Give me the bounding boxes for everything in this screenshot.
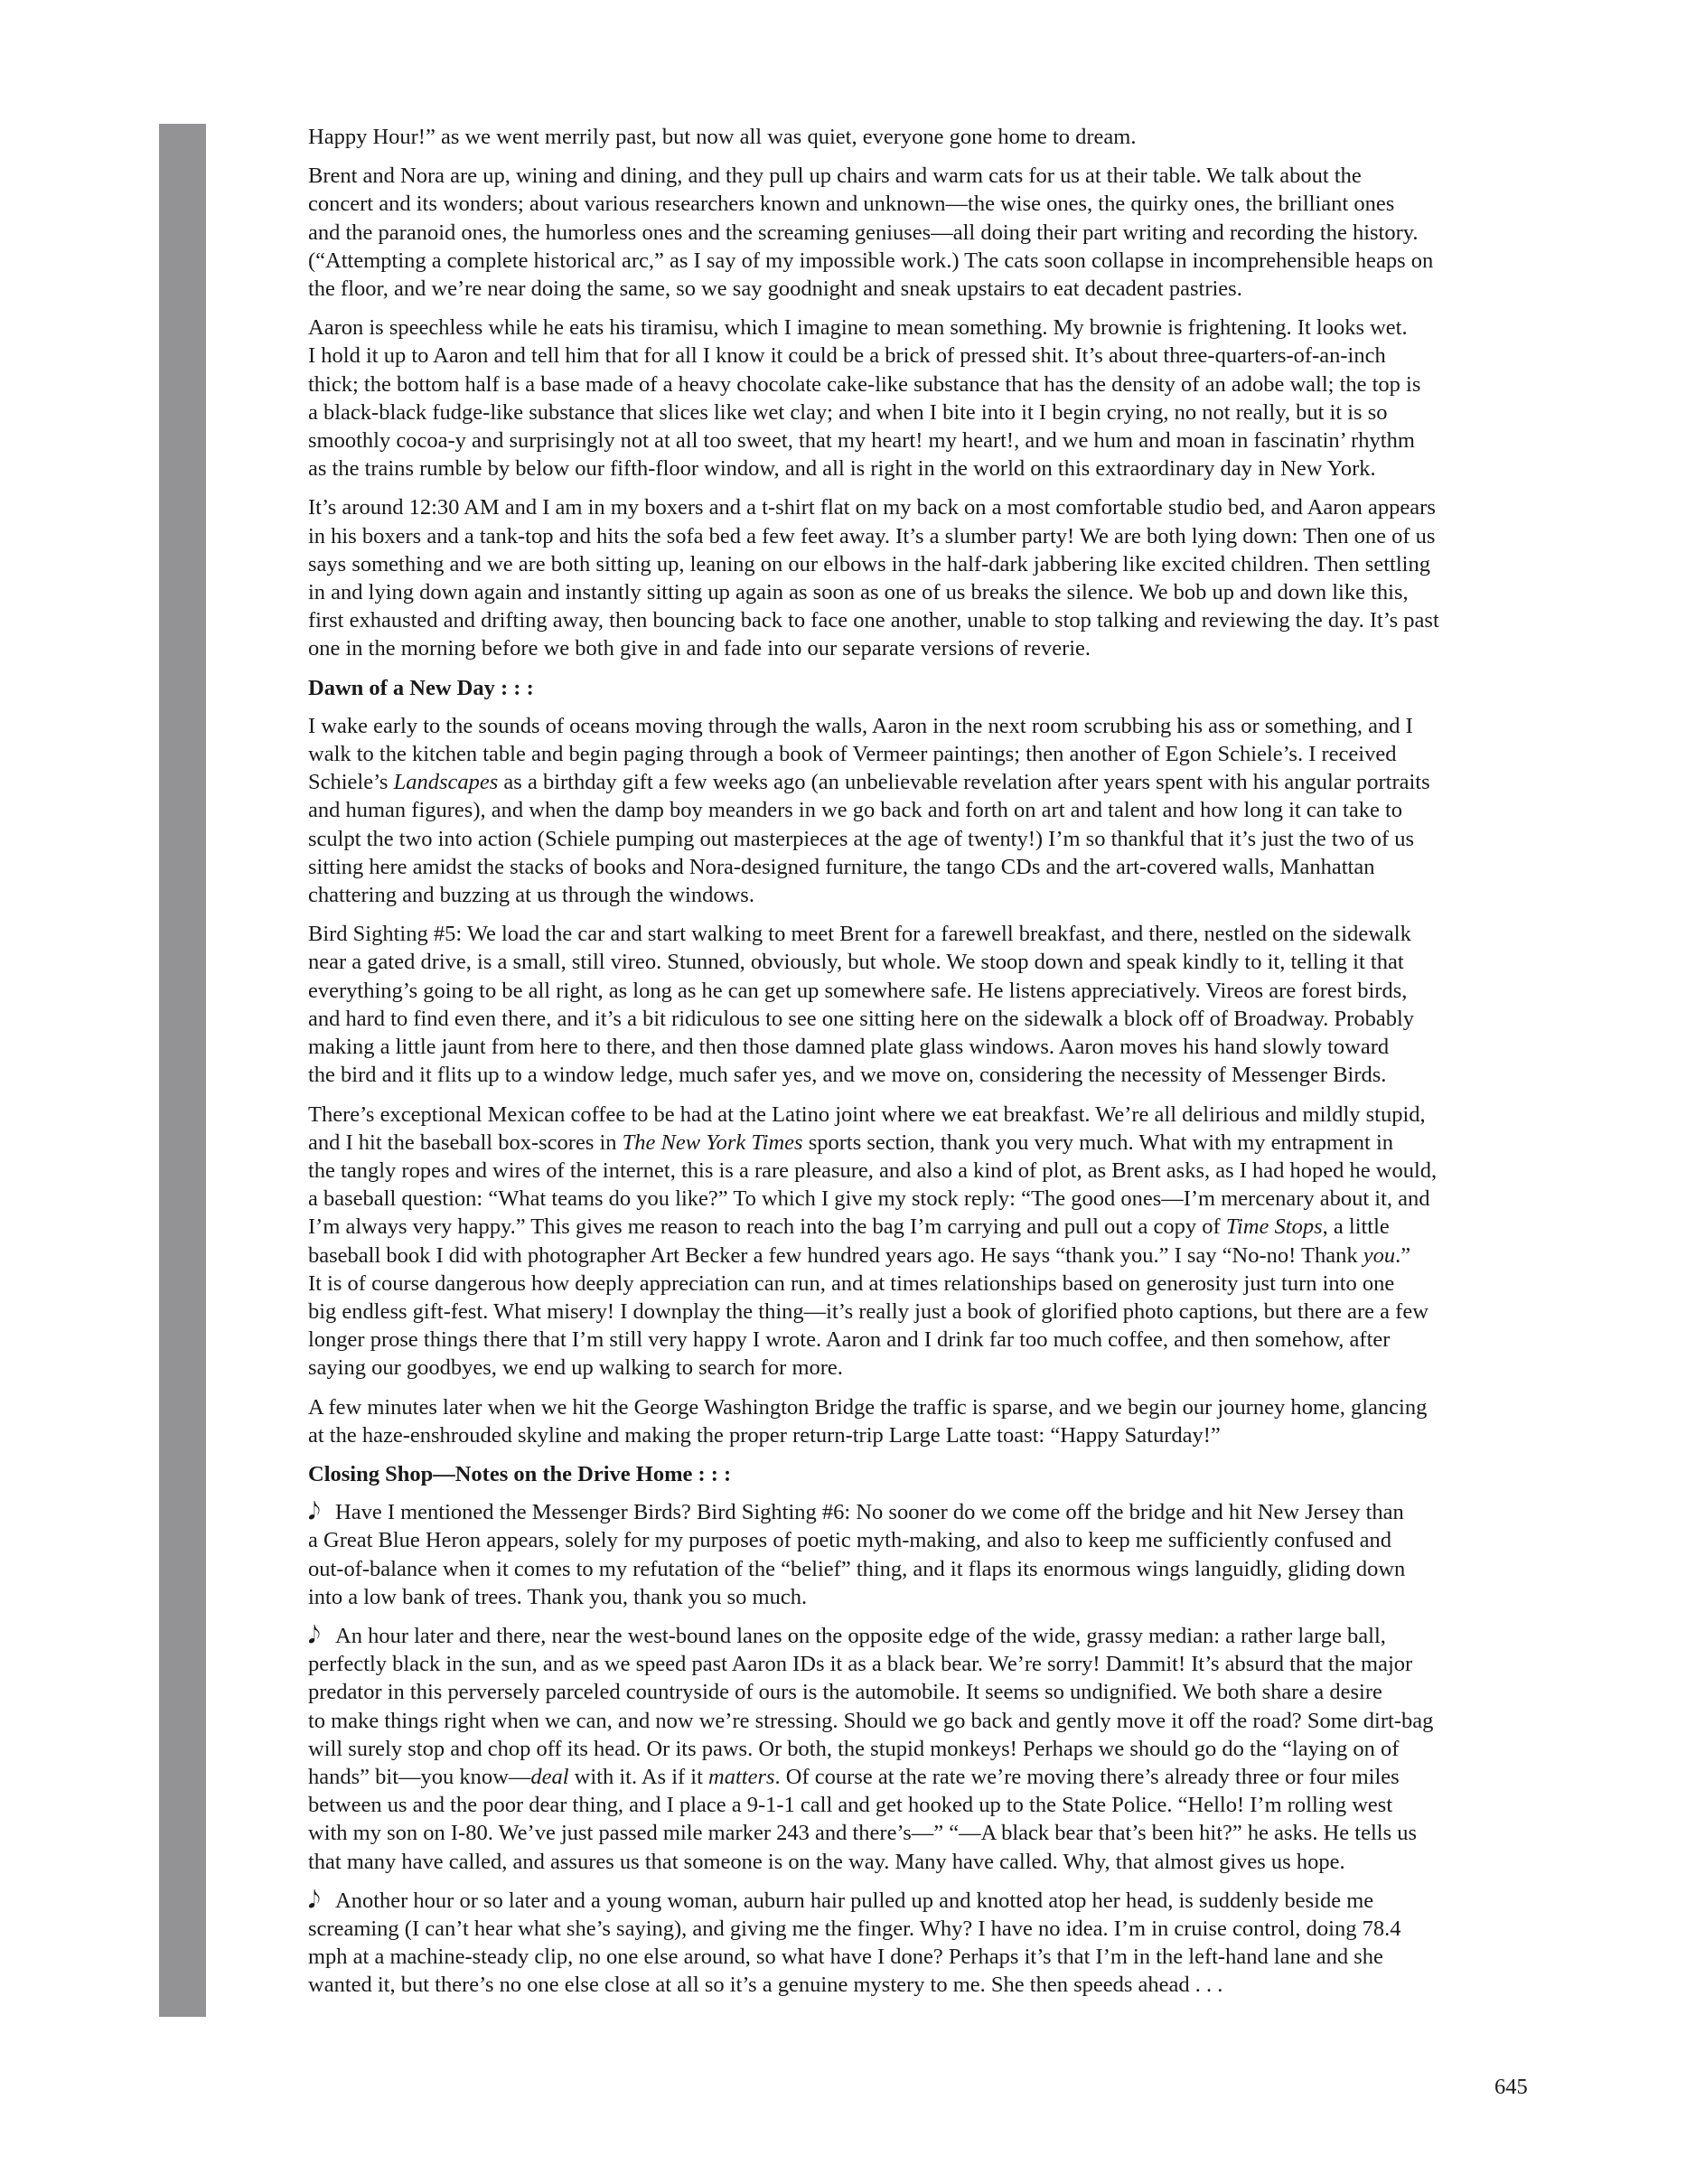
margin-bar [159, 124, 206, 2017]
paragraph: Brent and Nora are up, wining and dining, and they pull up chairs and warm cats for us at their table. We talk about the concert and its wonders; about various researchers known and unknown—the wise ones, the quirky ones, the brilliant ones and the paranoid ones, the humorless ones and the screaming geniuses—all doing their part writing and recording the history. (“Attempting a complete historical arc,” as I say of my impossible work.) The cats soon collapse in incomprehensible heaps on the floor, and we’re near doing the same, so we say goodnight and sneak upstairs to eat decadent pastries. [308, 164, 1434, 302]
music-note-icon: 𝅘𝅥𝅮 [308, 1621, 321, 1648]
paragraph: Bird Sighting #5: We load the car and start walking to meet Brent for a farewell breakfast, and there, nestled on the sidewalk near a gated drive, is a small, still vireo. Stunned, obviously, but whole. We stoop down and speak kindly to it, telling it that everything’s going to be all right, as long as he can get up somewhere safe. He listens appreciatively. Vireos are forest birds, and hard to find even there, and it’s a bit ridiculous to see one sitting here on the sidewalk a block off of Broadway. Probably making a little jaunt from here to there, and then those damned plate glass windows. Aaron moves his hand slowly toward the bird and it flits up to a window ledge, much safer yes, and we move on, considering the necessity of Messenger Birds. [308, 922, 1415, 1088]
paragraph: It’s around 12:30 AM and I am in my boxers and a t-shirt flat on my back on a most comfortable studio bed, and Aaron appears in his boxers and a tank-top and hits the sofa bed a few feet away. It’s a slumber party! We are both lying down: Then one of us says something and we are both sitting up, leaning on our elbows in the half-dark jabbering like excited children. Then settling in and lying down again and instantly sitting up again as soon as one of us breaks the silence. We bob up and down like this, first exhausted and drifting away, then bouncing back to face one another, unable to stop talking and reviewing the day. It’s past one in the morning before we both give in and fade into our separate versions of reverie. [308, 495, 1439, 661]
paragraph: Aaron is speechless while he eats his tiramisu, which I imagine to mean something. My brownie is frightening. It looks wet. I hold it up to Aaron and tell him that for all I know it could be a brick of pressed shit. It’s about three-quarters-of-an-inch thick; the bottom half is a base made of a heavy chocolate cake-like substance that has the density of an adobe wall; the top is a black-black fudge-like substance that slices like wet clay; and when I bite into it I begin crying, no not really, but it is so smoothly cocoa-y and surprisingly not at all too sweet, that my heart! my heart!, and we hum and moan in fascinatin’ rhythm as the trains rumble by below our fifth-floor window, and all is right in the world on this extraordinary day in New York. [308, 315, 1421, 482]
music-note-icon: 𝅘𝅥𝅮 [308, 1498, 321, 1525]
paragraph: 𝅘𝅥𝅮 An hour later and there, near the west-bound lanes on the opposite edge of the wide, grassy median: a rather large ball, perfectly black in the sun, and as we speed past Aaron IDs it as a black bear. We’re sorry! Dammit! It’s absurd that the major predator in this perversely parceled countryside of ours is the automobile. It seems so undignified. We both share a desire to make things right when we can, and now we’re stressing. Should we go back and gently move it off the road? Some dirt-bag will surely stop and chop off its head. Or its paws. Or both, the stupid monkeys! Perhaps we should go do the “laying on of hands” bit—you know—deal with it. As if it matters. Of course at the rate we’re moving there’s already three or four miles between us and the poor dear thing, and I place a 9-1-1 call and get hooked up to the State Police. “Hello! I’m rolling west with my son on I-80. We’ve just passed mile marker 243 and there’s—” “—A black bear that’s been hit?” he asks. He tells us that many have called, and assures us that someone is on the way. Many have called. Why, that almost gives us hope. [308, 1621, 1434, 1874]
section-heading-dawn: Dawn of a New Day : : : [308, 675, 534, 700]
page-number: 645 [1494, 2075, 1528, 2099]
paragraph: I wake early to the sounds of oceans moving through the walls, Aaron in the next room scrubbing his ass or something, and I walk to the kitchen table and begin paging through a book of Vermeer paintings; then another of Egon Schiele’s. I received Schiele’s Landscapes as a birthday gift a few weeks ago (an unbelievable revelation after years spent with his angular portraits and human figures), and when the damp boy meanders in we go back and forth on art and talent and how long it can take to sculpt the two into action (Schiele pumping out masterpieces at the age of twenty!) I’m so thankful that it’s just the two of us sitting here amidst the stacks of books and Nora-designed furniture, the tango CDs and the art-covered walls, Manhattan chattering and buzzing at us through the windows. [308, 713, 1430, 908]
music-note-icon: 𝅘𝅥𝅮 [308, 1886, 321, 1913]
emphasis: matters [708, 1764, 775, 1789]
book-title: Landscapes [393, 770, 499, 795]
paragraph: 𝅘𝅥𝅮 Another hour or so later and a young woman, auburn hair pulled up and knotted atop her head, is suddenly beside me screaming (I can’t hear what she’s saying), and giving me the finger. Why? I have no idea. I’m in cruise control, doing 78.4 mph at a machine-steady clip, no one else around, so what have I done? Perhaps it’s that I’m in the left-hand lane and she wanted it, but there’s no one else close at all so it’s a genuine mystery to me. She then speeds ahead . . . [308, 1886, 1401, 1998]
newspaper-title: The New York Times [622, 1129, 803, 1155]
paragraph: There’s exceptional Mexican coffee to be had at the Latino joint where we eat breakfast. We’re all delirious and mildly stupid, and I hit the baseball box-scores in The New York Times sports section, thank you very much. What with my entrapment in the tangly ropes and wires of the internet, this is a rare pleasure, and also a kind of plot, as Brent asks, as I had hoped he would, a baseball question: “What teams do you like?” To which I give my stock reply: “The good ones—I’m mercenary about it, and I’m always very happy.” This gives me reason to reach into the bag I’m carrying and pull out a copy of Time Stops, a little baseball book I did with photographer Art Becker a few hundred years ago. He says “thank you.” I say “No-no! Thank you.” It is of course dangerous how deeply appreciation can run, and at times relationships based on generosity just turn into one big endless gift-fest. What misery! I downplay the thing—it’s really just a book of glorified photo captions, but there are a few longer prose things there that I’m still very happy I wrote. Aaron and I drink far too much coffee, and then somehow, after saying our goodbyes, we end up walking to search for more. [308, 1101, 1438, 1381]
emphasis: you [1363, 1242, 1396, 1268]
section-heading-closing: Closing Shop—Notes on the Drive Home : : : [308, 1461, 732, 1486]
emphasis: deal [530, 1764, 569, 1789]
paragraph: A few minutes later when we hit the George Washington Bridge the traffic is sparse, and we begin our journey home, glancing at the haze-enshrouded skyline and making the proper return-trip Large Latte toast: “Happy Saturday!” [308, 1394, 1428, 1448]
paragraph: Happy Hour!” as we went merrily past, but now all was quiet, everyone gone home to dream. [308, 125, 1137, 149]
book-title: Time Stops [1225, 1214, 1323, 1240]
page-body [308, 123, 1510, 2011]
paragraph: 𝅘𝅥𝅮 Have I mentioned the Messenger Birds? Bird Sighting #6: No sooner do we come off the bridge and hit New Jersey than a Great Blue Heron appears, solely for my purposes of poetic myth-making, and also to keep me sufficiently confused and out-of-balance when it comes to my refutation of the “belief” thing, and it flaps its enormous wings languidly, gliding down into a low bank of trees. Thank you, thank you so much. [308, 1498, 1406, 1609]
